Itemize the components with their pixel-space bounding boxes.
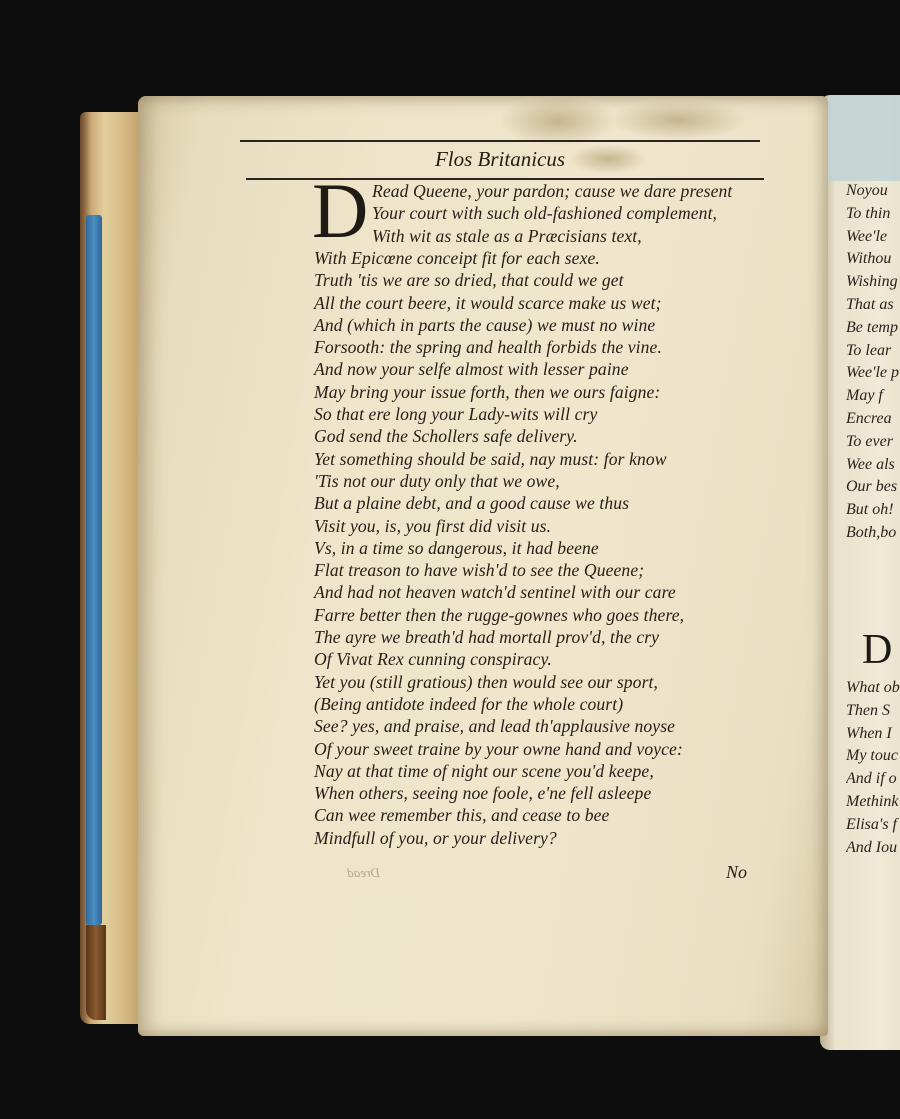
verse-line: Nay at that time of night our scene you'd keepe, — [314, 760, 654, 781]
verse-line: Read Queene, your pardon; cause we dare present — [372, 181, 733, 201]
facing-page-line: May f — [846, 387, 883, 405]
verse-line: (Being antidote indeed for the whole court) — [314, 693, 624, 714]
verse-line: With Epicœne conceipt fit for each sexe. — [314, 247, 600, 268]
water-stain — [568, 144, 648, 174]
verse-line: Flat treason to have wish'd to see the Queene; — [314, 560, 645, 581]
verse-line: Can wee remember this, and cease to bee — [314, 805, 610, 826]
verse-line: Mindfull of you, or your delivery? — [314, 827, 557, 848]
facing-page-line: Wee als — [846, 455, 895, 473]
facing-page-line: Then S — [846, 701, 890, 719]
facing-page-line: My touc — [846, 747, 898, 765]
facing-page-line: What ob — [846, 679, 900, 696]
verse-line: Your court with such old-fashioned complement, — [372, 203, 718, 224]
verse-line: Farre better then the rugge-gownes who goes there, — [314, 604, 685, 625]
verse-line: Vs, in a time so dangerous, it had beene — [314, 537, 599, 558]
top-rule — [240, 140, 760, 142]
facing-page-line: Be temp — [846, 318, 898, 336]
verse-line: Of your sweet traine by your owne hand and voyce: — [314, 738, 683, 759]
verse-line: Truth 'tis we are so dried, that could we get — [314, 270, 624, 291]
facing-page-head-strip — [824, 95, 900, 181]
verse-line: When others, seeing noe foole, e'ne fell asleepe — [314, 783, 652, 804]
verse-line: Yet you (still gratious) then would see our sport, — [314, 671, 659, 692]
verse-line: 'Tis not our duty only that we owe, — [314, 470, 560, 491]
facing-page-line: But oh! — [846, 501, 894, 519]
verse-line: God send the Schollers safe delivery. — [314, 426, 578, 447]
facing-page-line: To lear — [846, 341, 892, 359]
facing-page-line: When I — [846, 724, 892, 742]
facing-page-line: Wishing — [846, 273, 898, 291]
facing-page-line: Wee'le p — [846, 364, 900, 382]
facing-page-line: Our bes — [846, 478, 898, 496]
verse-line: Forsooth: the spring and health forbids the vine. — [314, 337, 662, 358]
facing-page-line: Wee'le — [846, 227, 888, 245]
verse-line: All the court beere, it would scarce make us wet; — [314, 292, 662, 313]
facing-page-line: To thin — [846, 204, 891, 222]
verse-line: May bring your issue forth, then we ours faigne: — [314, 381, 661, 402]
offset-impression: Dread — [347, 865, 380, 880]
facing-page-line: Withou — [846, 250, 892, 268]
spine-blue-edge — [86, 215, 102, 925]
spine-brown-edge — [86, 925, 106, 1020]
verse-line: The ayre we breath'd had mortall prov'd, the cry — [314, 627, 660, 647]
verse-line: So that ere long your Lady-wits will cry — [314, 404, 598, 424]
running-head: Flos Britanicus — [434, 147, 566, 171]
facing-page-line: Noyou — [846, 182, 888, 199]
verse-line: And now your selfe almost with lesser paine — [314, 359, 629, 380]
verse-line: Yet something should be said, nay must: for know — [314, 448, 667, 469]
catchword: No — [726, 862, 748, 882]
verse-line: Visit you, is, you first did visit us. — [314, 515, 552, 536]
verse-line: See? yes, and praise, and lead th'applausive noyse — [314, 716, 676, 737]
verse-line: And (which in parts the cause) we must no wine — [314, 314, 656, 335]
facing-drop-cap: D — [862, 627, 893, 673]
facing-page-line: To ever — [846, 432, 893, 450]
facing-page-line: Both,bo — [846, 524, 897, 541]
water-stain — [608, 100, 748, 140]
water-stain — [498, 96, 618, 146]
verse-line: With wit as stale as a Præcisians text, — [372, 225, 642, 246]
facing-page-line: And Iou — [846, 838, 898, 856]
facing-page-line: Elisa's f — [846, 815, 897, 833]
verse-line: And had not heaven watch'd sentinel with our care — [314, 582, 676, 603]
facing-page-line: That as — [846, 296, 894, 313]
verse-line: But a plaine debt, and a good cause we thus — [314, 493, 630, 514]
facing-page-line: And if o — [846, 770, 897, 788]
drop-cap: D — [312, 167, 369, 254]
facing-page-line: Methink — [846, 793, 899, 810]
verse-line: Of Vivat Rex cunning conspiracy. — [314, 649, 552, 670]
facing-page-line: Encrea — [846, 410, 892, 427]
